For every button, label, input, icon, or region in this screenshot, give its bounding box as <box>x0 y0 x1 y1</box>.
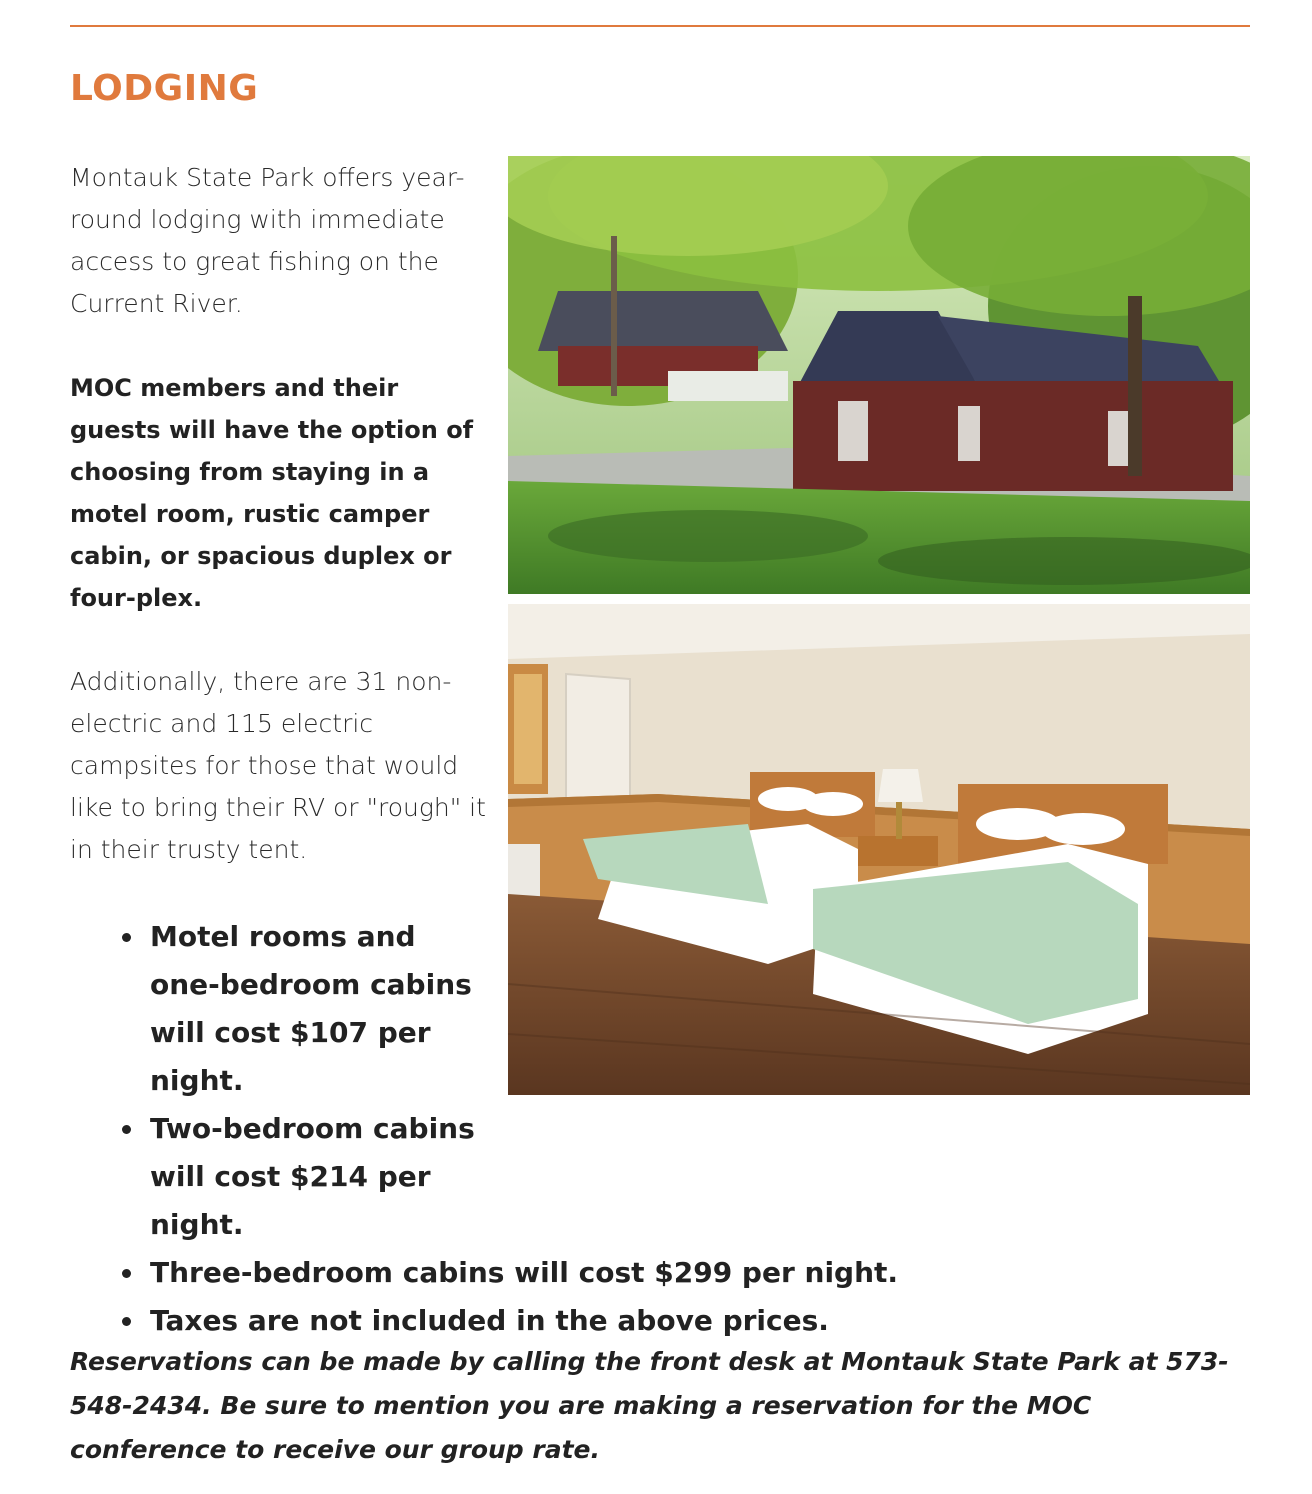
price-item-motel: Motel rooms and one-bedroom cabins will cost $107 per night. <box>110 913 480 1105</box>
campsites-paragraph: Additionally, there are 31 non-electric and 115 electric campsites for those that would like to bring their RV or "rough" it in their trusty tent. <box>70 667 486 864</box>
members-paragraph: MOC members and their guests will have the option of choosing from staying in a motel room, rustic camper cabin, or spacious duplex or four-plex. <box>70 374 474 612</box>
price-item-two-bedroom: Two-bedroom cabins will cost $214 per night. <box>110 1105 480 1249</box>
section-divider <box>70 25 1250 27</box>
reservation-note: Reservations can be made by calling the front desk at Montauk State Park at 573-548-2434. Be sure to mention you are making a reservation for the MOC conference to receive our group rate. <box>70 1347 1229 1464</box>
section-title: LODGING <box>70 68 259 109</box>
intro-paragraph: Montauk State Park offers year-round lodging with immediate access to great fishing on the Current River. <box>70 163 465 318</box>
price-item-three-bedroom: Three-bedroom cabins will cost $299 per night. <box>110 1249 910 1297</box>
cabin-exterior-photo <box>508 156 1250 594</box>
price-item-taxes: Taxes are not included in the above prices. <box>110 1297 910 1345</box>
motel-room-photo <box>508 604 1250 1095</box>
